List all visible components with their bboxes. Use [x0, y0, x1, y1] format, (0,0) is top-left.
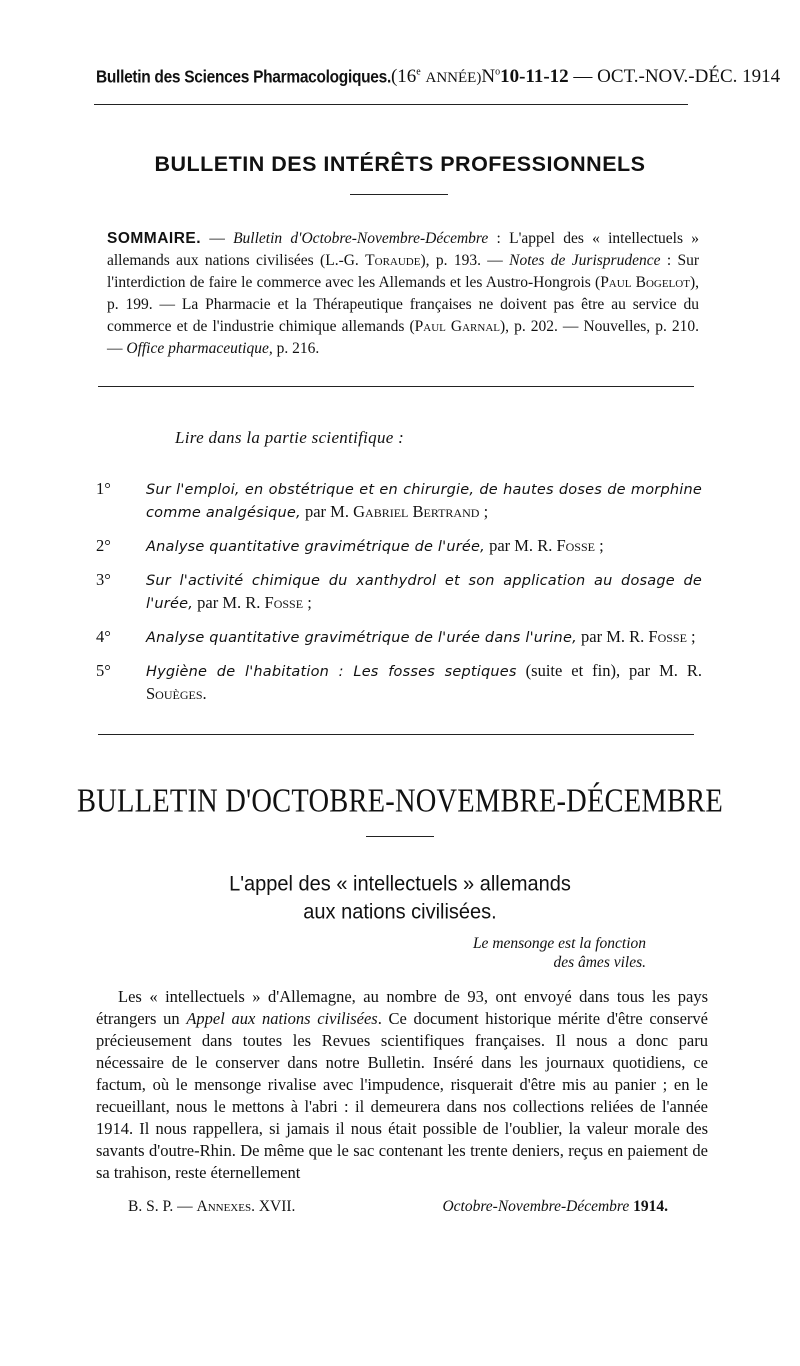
article-title: L'appel des « intellectuels » allemands aux nations civilisées. [229, 872, 571, 924]
epigraph: Le mensonge est la fonction des âmes viles. [472, 935, 646, 971]
section-title: BULLETIN DES INTÉRÊTS PROFESSIONNELS [154, 152, 646, 176]
journal-year: (16e ANNÉE) [390, 66, 482, 87]
bulletin-title-rule [366, 836, 434, 837]
list-item: 3° Sur l'activité chimique du xanthydrol et son application au dosage de l'urée, par M. R. Fosse ; [96, 570, 702, 612]
body-paragraph: Les « intellectuels » d'Allemagne, au nombre de 93, ont envoyé dans tous les pays étrangers un Appel aux nations civilisées. Ce document historique mérite d'être conservé précieusement dans toutes les Revues scientifiques françaises. Il nous a donc paru nécessaire de le conserver dans notre Bulletin. Inséré dans les journaux quotidiens, ce factum, où le mensonge rivalise avec l'impudence, risquerait d'être mis au panier ; en le recueillant, nous le mettons à l'abri : il demeurera dans nos collections reliées de l'année 1914. Il nous rappellera, si jamais il nous était possible de l'oublier, la valeur morale des savants d'outre-Rhin. De même que le sac contenant les trente deniers, reçus en paiement de sa trahison, reste éternellement [96, 987, 708, 1182]
header-rule [94, 104, 688, 105]
page-footer [128, 1198, 668, 1216]
footer-right: Octobre-Novembre-Décembre 1914. [442, 1198, 668, 1215]
list-item: 1° Sur l'emploi, en obstétrique et en chirurgie, de hautes doses de morphine comme analgésique, par M. Gabriel Bertrand ; [96, 479, 702, 521]
list-item: 5° Hygiène de l'habitation : Les fosses septiques (suite et fin), par M. R. Souèges. [96, 661, 702, 703]
contents-rule [98, 734, 694, 735]
section-title-rule [350, 194, 448, 195]
issue-info: $N^o10-11-12$ — OCT.-NOV.-DÉC. 1914 [481, 66, 781, 87]
article-body [96, 986, 708, 1184]
footer-left: B. S. P. — Annexes. XVII. [128, 1198, 296, 1215]
sommaire-rule [98, 386, 694, 387]
scientific-contents-list [96, 478, 702, 716]
journal-name: Bulletin des Sciences Pharmacologiques. [96, 67, 391, 88]
lire-heading: Lire dans la partie scientifique : [175, 428, 405, 447]
sommaire-paragraph: SOMMAIRE. — Bulletin d'Octobre-Novembre-Décembre : L'appel des « intellectuels » allemands aux nations civilisées (L.-G. Toraude), p. 193. — Notes de Jurisprudence : Sur l'interdiction de faire le commerce avec les Allemands et les Austro-Hongrois (Paul Bogelot), p. 199. — La Pharmacie et la Thérapeutique françaises ne doivent pas être au service du commerce et de l'industrie chimique allemands (Paul Garnal), p. 202. — Nouvelles, p. 210. — Office pharmaceutique, p. 216. [107, 230, 700, 357]
bulletin-title: BULLETIN D'OCTOBRE-NOVEMBRE-DÉCEMBRE [77, 783, 723, 820]
list-item: 4° Analyse quantitative gravimétrique de l'urée dans l'urine, par M. R. Fosse ; [96, 627, 696, 646]
list-item: 2° Analyse quantitative gravimétrique de l'urée, par M. R. Fosse ; [96, 536, 604, 555]
sommaire-lead: SOMMAIRE. [107, 230, 202, 247]
running-head [96, 66, 781, 88]
